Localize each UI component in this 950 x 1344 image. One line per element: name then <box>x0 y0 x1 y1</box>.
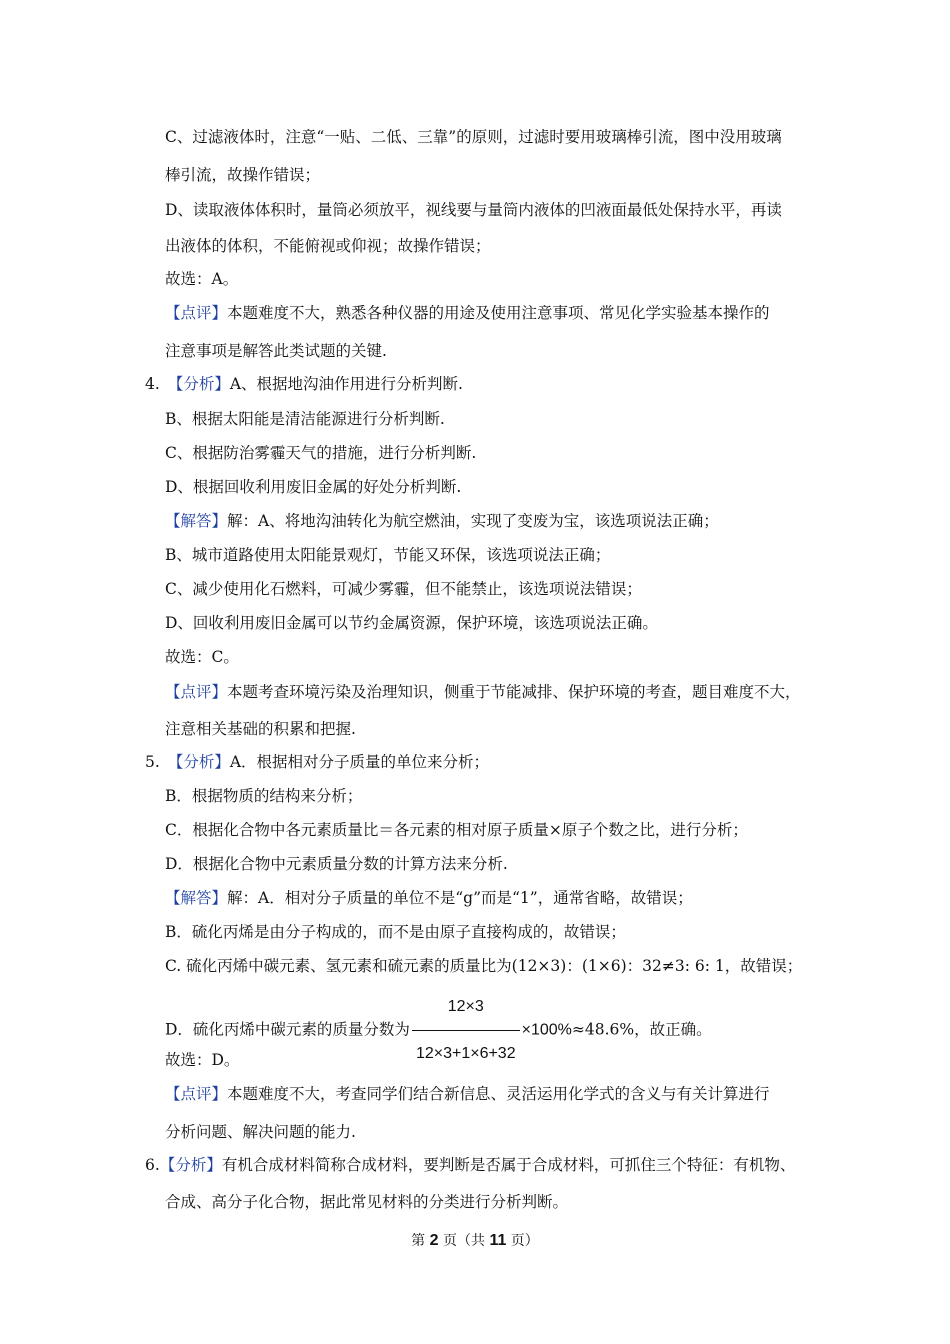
comment-tag: 点评 <box>180 683 212 701</box>
text-line: D．根据化合物中元素质量分数的计算方法来分析. <box>165 855 508 873</box>
text-line: D、根据回收利用废旧金属的好处分析判断. <box>165 478 462 496</box>
q4-analysis: 4. 【分析】A、根据地沟油作用进行分析判断. <box>145 375 463 393</box>
page-number: 2 <box>429 1232 439 1249</box>
mass-fraction-formula: $\frac{12\times 3}{12\times 3+1\times 6+32}$ <box>412 986 520 1075</box>
q5-comment: 【点评】本题难度不大，考查同学们结合新信息、灵活运用化学式的含义与有关计算进行 <box>165 1085 770 1103</box>
question-number: 6. <box>145 1156 160 1174</box>
q4-answer: 【解答】解：A、将地沟油转化为航空燃油，实现了变废为宝，该选项说法正确； <box>165 512 719 530</box>
text-line: 分析问题、解决问题的能力. <box>165 1123 356 1141</box>
q5-formula-line: D．硫化丙烯中碳元素的质量分数为 $\frac{12\times 3}{12\times 3+1\times 6+32}$ ×100%≈48.6%，故正确。 <box>165 986 830 1075</box>
analysis-tag: 分析 <box>183 753 215 771</box>
analysis-tag: 分析 <box>175 1156 207 1174</box>
text-line: C、过滤液体时，注意“一贴、二低、三靠”的原则，过滤时要用玻璃棒引流，图中没用玻璃 <box>165 128 782 146</box>
question-number: 4. <box>145 375 160 393</box>
text-line: B、根据太阳能是清洁能源进行分析判断. <box>165 410 445 428</box>
text-line: B．根据物质的结构来分析； <box>165 787 363 805</box>
question-number: 5. <box>145 753 160 771</box>
text-line: D、回收利用废旧金属可以节约金属资源，保护环境，该选项说法正确。 <box>165 614 658 632</box>
text-line: 合成、高分子化合物，据此常见材料的分类进行分析判断。 <box>165 1193 569 1211</box>
answer-tag: 解答 <box>180 889 212 907</box>
answer-tag: 解答 <box>180 512 212 530</box>
text-line: C、减少使用化石燃料，可减少雾霾，但不能禁止，该选项说法错误； <box>165 580 642 598</box>
text-line: 注意相关基础的积累和把握. <box>165 720 356 738</box>
text-line: C. 硫化丙烯中碳元素、氢元素和硫元素的质量比为(12×3)：(1×6)：32≠3: 6: 1，故错误； <box>165 957 803 975</box>
text-line: 棒引流，故操作错误； <box>165 166 321 184</box>
analysis-tag: 分析 <box>183 375 215 393</box>
text-line: D、读取液体体积时，量筒必须放平，视线要与量筒内液体的凹液面最低处保持水平，再读 <box>165 201 782 219</box>
text-line: B．硫化丙烯是由分子构成的，而不是由原子直接构成的，故错误； <box>165 923 626 941</box>
text-line: 出液体的体积，不能俯视或仰视；故操作错误； <box>165 237 491 255</box>
text-line: C．根据化合物中各元素质量比＝各元素的相对原子质量×原子个数之比，进行分析； <box>165 821 748 839</box>
text-line: B、城市道路使用太阳能景观灯，节能又环保，该选项说法正确； <box>165 546 611 564</box>
page-total: 11 <box>489 1232 507 1249</box>
q5-analysis: 5. 【分析】A．根据相对分子质量的单位来分析； <box>145 753 490 771</box>
text-line: 故选：D。 <box>165 1051 240 1069</box>
comment-tag: 点评 <box>180 304 212 322</box>
text-line: C、根据防治雾霾天气的措施，进行分析判断. <box>165 444 477 462</box>
q5-answer: 【解答】解：A．相对分子质量的单位不是“g”而是“1”，通常省略，故错误； <box>165 889 693 907</box>
q6-analysis: 6.【分析】有机合成材料简称合成材料，要判断是否属于合成材料，可抓住三个特征：有机物、 <box>145 1156 796 1174</box>
text-line: 故选：C。 <box>165 648 239 666</box>
comment-tag: 点评 <box>180 1085 212 1103</box>
q4-comment: 【点评】本题考查环境污染及治理知识，侧重于节能减排、保护环境的考查，题目难度不大， <box>165 683 801 701</box>
text-line: 注意事项是解答此类试题的关键. <box>165 342 387 360</box>
q3-comment: 【点评】本题难度不大，熟悉各种仪器的用途及使用注意事项、常见化学实验基本操作的 <box>165 304 770 322</box>
page-footer: 第 2 页（共 11 页） <box>411 1232 539 1249</box>
text-line: 故选：A。 <box>165 270 239 288</box>
